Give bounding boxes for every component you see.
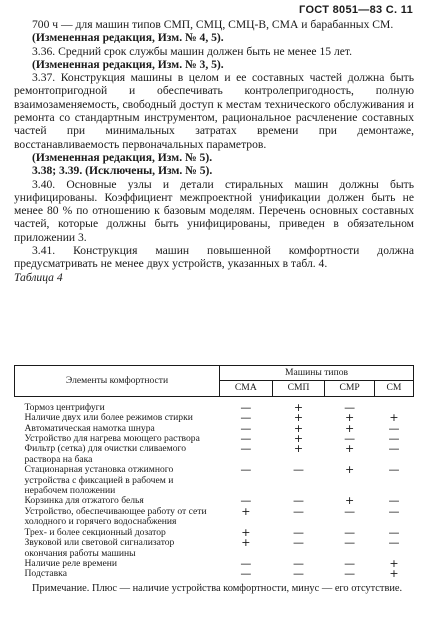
col-header-elements: Элементы комфортности <box>15 366 220 397</box>
note-text: Плюс — наличие устройства комфортности, минус — его отсутствие. <box>91 583 403 594</box>
table-row <box>15 465 414 496</box>
cell-value: + <box>241 525 251 539</box>
cell-value: — <box>388 432 400 446</box>
cell-value: — <box>388 504 400 518</box>
col-header-sm: СМ <box>374 381 413 396</box>
page-header: ГОСТ 8051—83 С. 11 <box>299 4 413 16</box>
paragraph-3-38-3-39: 3.38; 3.39. (Исключены, Изм. № 5). <box>32 164 213 178</box>
table-row <box>15 569 414 579</box>
cell-value: + <box>345 411 355 425</box>
row-label: Трех- и более секционный дозатор <box>24 526 166 538</box>
paragraph-3-40: 3.40. Основные узлы и детали стиральных машин должны быть унифицированы. Коэффициент межпроектной унификации должен быть не менее 80 % по отношению к базовым моделям. Перечень основных составных частей, которые должны быть унифицированы, приведен в обязательном приложении 3. <box>14 177 414 244</box>
cell-value: — <box>293 567 304 581</box>
row-label: Подставка <box>24 568 67 580</box>
cell-value: + <box>241 536 251 550</box>
row-label: Фильтр (сетка) для очистки сливаемого раствора на бака <box>24 443 186 465</box>
cell-value: — <box>344 525 356 539</box>
cell-value: — <box>240 556 252 570</box>
cell-value: — <box>240 494 252 508</box>
cell-value: — <box>344 556 356 570</box>
row-label: Устройство для нагрева моющего раствора <box>24 433 200 445</box>
main-text <box>14 18 414 284</box>
table-row <box>15 538 414 559</box>
row-label: Стационарная установка отжимного устройства с фиксацией в рабочем и нерабочем положении <box>24 464 174 497</box>
cell-value: + <box>293 411 304 425</box>
cell-value: — <box>388 442 400 456</box>
cell-value: + <box>345 494 355 508</box>
cell-value: — <box>293 536 304 550</box>
revision-note: (Измененная редакция, Изм. № 5). <box>32 150 213 164</box>
cell-value: + <box>389 411 399 425</box>
cell-value: + <box>389 556 399 570</box>
cell-value: — <box>293 525 304 539</box>
cell-value: + <box>345 421 355 435</box>
cell-value: + <box>293 400 304 414</box>
cell-value: — <box>388 525 400 539</box>
paragraph-3-36: 3.36. Средний срок службы машин должен быть не менее 15 лет. <box>32 44 352 58</box>
cell-value: + <box>293 442 304 456</box>
cell-value: — <box>293 463 304 477</box>
cell-value: — <box>388 421 400 435</box>
note-label: Примечание. <box>32 583 90 594</box>
row-label: Тормоз центрифуги <box>24 401 105 413</box>
cell-value: + <box>293 432 304 446</box>
cell-value: — <box>240 442 252 456</box>
cell-value: + <box>293 421 304 435</box>
revision-note: (Измененная редакция, Изм. № 4, 5). <box>32 31 224 45</box>
table-row <box>15 444 414 465</box>
cell-value: — <box>240 411 252 425</box>
cell-value: + <box>345 442 355 456</box>
cell-value: — <box>240 400 252 414</box>
cell-value: — <box>293 504 304 518</box>
col-header-machine-types: Машины типов <box>220 366 414 381</box>
col-header-sma: СМА <box>220 381 273 396</box>
cell-value: — <box>344 567 356 581</box>
cell-value: — <box>240 421 252 435</box>
paragraph-3-35-end: 700 ч — для машин типов СМП, СМЦ, СМЦ-В, СМА и барабанных СМ. <box>32 18 394 31</box>
cell-value: — <box>240 432 252 446</box>
table-footnote <box>14 583 414 595</box>
revision-note: (Измененная редакция, Изм. № 3, 5). <box>32 57 224 71</box>
row-label: Устройство, обеспечивающее работу от сети холодного и горячего водоснабжения <box>24 505 207 528</box>
row-label: Наличие реле времени <box>24 557 117 569</box>
table-row <box>15 507 414 528</box>
col-header-smr: СМР <box>325 381 375 396</box>
cell-value: — <box>240 567 252 581</box>
cell-value: — <box>388 494 400 508</box>
cell-value: + <box>241 504 251 518</box>
table-caption: Таблица 4 <box>14 270 63 284</box>
paragraph-3-41: 3.41. Конструкция машин повышенной комфортности должна предусматривать не менее двух устройств, указанных в табл. 4. <box>14 244 414 271</box>
cell-value: — <box>344 432 356 446</box>
cell-value: — <box>388 536 400 550</box>
cell-value: — <box>344 536 356 550</box>
row-label: Автоматическая намотка шнура <box>24 422 155 434</box>
cell-value: + <box>389 567 399 581</box>
cell-value: — <box>293 556 304 570</box>
cell-value: — <box>344 504 356 518</box>
col-header-smp: СМП <box>272 381 325 396</box>
comfort-table <box>14 365 414 580</box>
row-label: Корзинка для отжатого белья <box>24 495 144 507</box>
cell-value: — <box>240 463 252 477</box>
cell-value: — <box>344 400 356 414</box>
cell-value: — <box>293 494 304 508</box>
cell-value: + <box>345 463 355 477</box>
paragraph-3-37: 3.37. Конструкция машины в целом и ее составных частей должна быть ремонтопригодной и обеспечивать контролепригодность, полную взаимозаменяемость, свободный доступ к местам технического обслуживания и ремонта со стандартным инструментом, рациональное расчленение составных частей при минимальных затратах времени при демонтаже, восстанавливаемость первоначальных параметров. <box>14 71 414 151</box>
row-label: Звуковой или световой сигнализатор окончания работы машины <box>24 537 175 559</box>
row-label: Наличие двух или более режимов стирки <box>24 412 193 424</box>
cell-value: — <box>388 463 400 477</box>
